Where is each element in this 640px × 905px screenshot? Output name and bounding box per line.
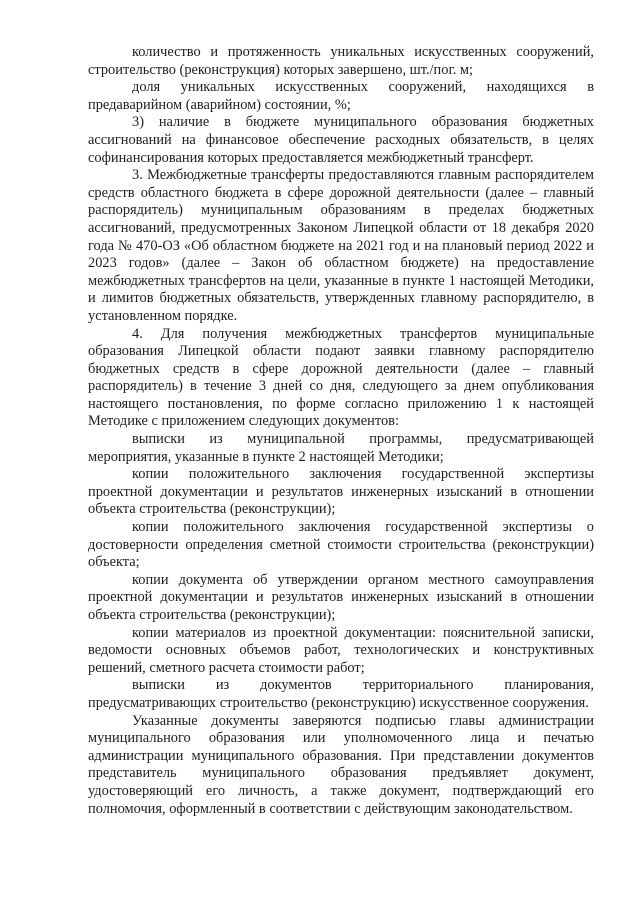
- paragraph-metric-emergency-share: доля уникальных искусственных сооружений, находящихся в предаварийном (аварийном) состоянии, %;: [88, 79, 594, 113]
- list-item-project-materials: копии материалов из проектной документации: пояснительной записки, ведомости основных объемов работ, технологических и конструктивных решений, сметного расчета стоимости работ;: [88, 624, 594, 676]
- list-item-planning-extracts: выписки из документов территориального планирования, предусматривающих строительство (реконструкцию) искусственное сооружения.: [88, 677, 594, 711]
- paragraph-item-4: 4. Для получения межбюджетных трансфертов муниципальные образования Липецкой области подают заявки главному распорядителю бюджетных средств в сфере дорожной деятельности (далее – главный распорядитель) в течение 3 дней со дня, следующего за днем опубликования настоящего постановления, по форме согласно приложению 1 к настоящей Методике с приложением следующих документов:: [88, 325, 594, 430]
- list-item-cost-expertise: копии положительного заключения государственной экспертизы о достоверности определения сметной стоимости строительства (реконструкции) объекта;: [88, 519, 594, 571]
- document-page: [88, 44, 594, 818]
- list-item-expertise-conclusion: копии положительного заключения государственной экспертизы проектной документации и результатов инженерных изысканий в отношении объекта строительства (реконструкции);: [88, 466, 594, 518]
- paragraph-certification: Указанные документы заверяются подписью главы администрации муниципального образования или уполномоченного лица и печатью администрации муниципального образования. При представлении документов представитель муниципального образования предъявляет документ, удостоверяющий его личность, а также документ, подтверждающий его полномочия, оформленный в соответствии с действующим законодательством.: [88, 712, 594, 817]
- list-item-program-extract: выписки из муниципальной программы, предусматривающей мероприятия, указанные в пункте 2 настоящей Методики;: [88, 431, 594, 465]
- paragraph-item-3: 3. Межбюджетные трансферты предоставляются главным распорядителем средств областного бюджета в сфере дорожной деятельности (далее – главный распорядитель) муниципальным образованиям в пределах бюджетных ассигнований, предусмотренных Законом Липецкой области от 18 декабря 2020 года № 470-ОЗ «Об областном бюджете на 2021 год и на плановый период 2022 и 2023 годов» (далее – Закон об областном бюджете) на предоставление межбюджетных трансфертов на цели, указанные в пункте 1 настоящей Методики, и лимитов бюджетных обязательств, утвержденных главному распорядителю, в установленном порядке.: [88, 167, 594, 324]
- paragraph-condition-3: 3) наличие в бюджете муниципального образования бюджетных ассигнований на финансовое обеспечение расходных обязательств, в целях софинансирования которых предоставляется межбюджетный трансферт.: [88, 114, 594, 166]
- list-item-approval-document: копии документа об утверждении органом местного самоуправления проектной документации и результатов инженерных изысканий в отношении объекта строительства (реконструкции);: [88, 571, 594, 623]
- paragraph-metric-length: количество и протяженность уникальных искусственных сооружений, строительство (реконструкция) которых завершено, шт./пог. м;: [88, 44, 594, 78]
